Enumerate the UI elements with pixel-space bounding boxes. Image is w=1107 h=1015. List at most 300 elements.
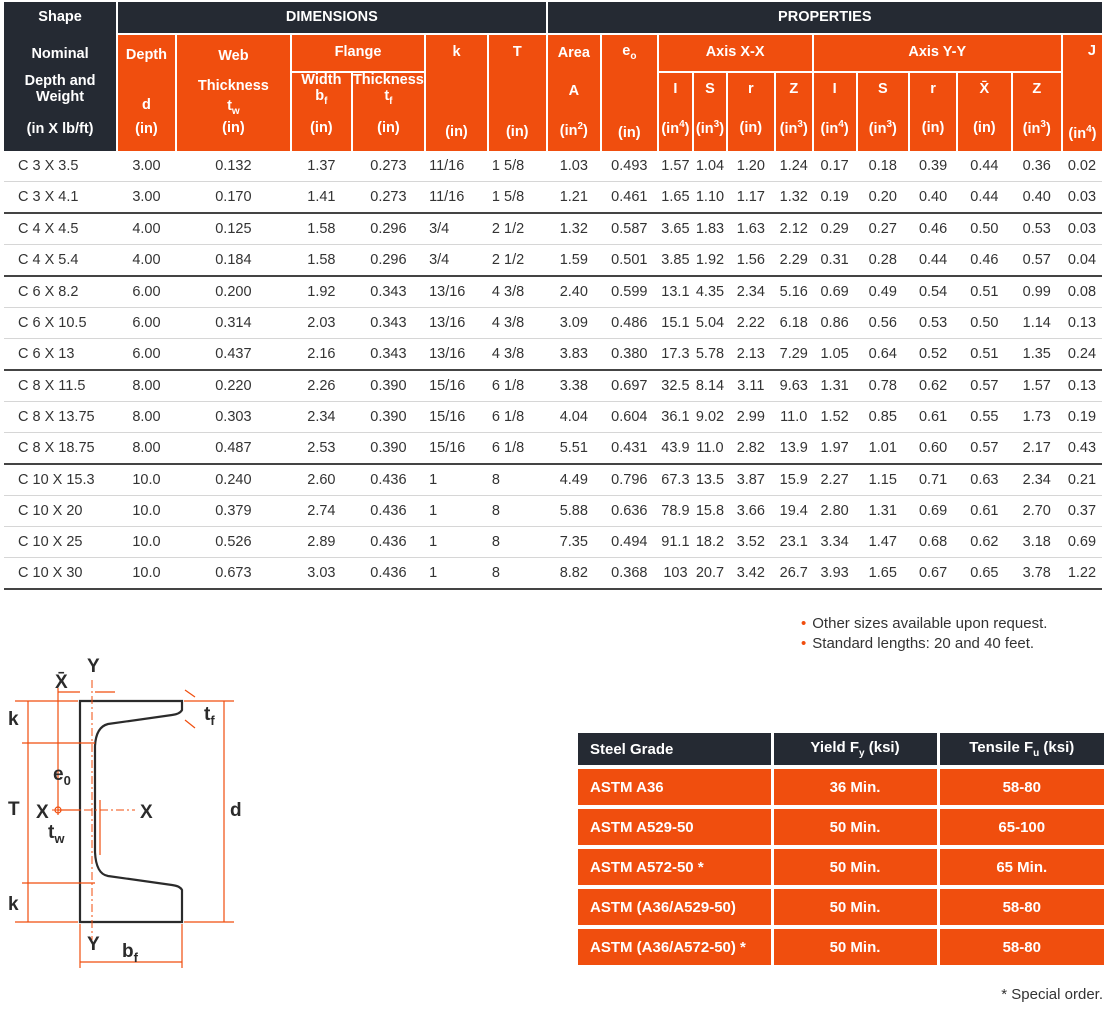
T-label: T — [512, 43, 522, 60]
cell-Zy: 0.57 — [1012, 244, 1062, 276]
cell-tf: 0.273 — [352, 181, 425, 213]
table-row — [4, 557, 1102, 589]
cell-shape: C 3 X 4.1 — [4, 181, 117, 213]
T-unit: (in) — [505, 123, 529, 140]
cell-A: 5.51 — [547, 432, 601, 464]
area-label: Area — [557, 44, 590, 61]
cell-ry: 0.69 — [909, 495, 957, 526]
rx-header: r — [727, 72, 775, 107]
cell-J: 0.43 — [1062, 432, 1102, 464]
grade-row — [578, 807, 1104, 847]
Iy-header: I — [813, 72, 857, 107]
k-bottom-label: k — [8, 894, 19, 915]
centerlines — [52, 680, 135, 940]
cell-Sx: 8.14 — [693, 370, 727, 402]
cell-Ix: 91.1 — [658, 526, 694, 557]
cell-A: 8.82 — [547, 557, 601, 589]
cell-bf: 2.89 — [291, 526, 352, 557]
cell-rx: 3.11 — [727, 370, 775, 402]
cell-Zy: 3.18 — [1012, 526, 1062, 557]
width-label: Width — [301, 72, 342, 88]
cell-Zy: 2.17 — [1012, 432, 1062, 464]
cell-eo: 0.636 — [601, 495, 658, 526]
bf-label: $b_f$ — [122, 941, 138, 965]
cell-bf: 1.37 — [291, 151, 352, 182]
cell-eo: 0.697 — [601, 370, 658, 402]
cell-ry: 0.44 — [909, 244, 957, 276]
cell-Iy: 2.80 — [813, 495, 857, 526]
cell-bf: 2.16 — [291, 338, 352, 370]
cell-Sy: 0.56 — [857, 307, 909, 338]
cell-tf: 0.296 — [352, 213, 425, 245]
cell-Sx: 4.35 — [693, 276, 727, 308]
cell-bf: 3.03 — [291, 557, 352, 589]
cell-Zx: 7.29 — [775, 338, 813, 370]
cell-Sy: 0.20 — [857, 181, 909, 213]
cell-Xb: 0.57 — [957, 432, 1011, 464]
table-row — [4, 526, 1102, 557]
cell-Ix: 15.1 — [658, 307, 694, 338]
cell-Xb: 0.55 — [957, 401, 1011, 432]
k-header — [425, 34, 488, 151]
cell-eo: 0.486 — [601, 307, 658, 338]
cell-bf: 2.26 — [291, 370, 352, 402]
cell-rx: 3.87 — [727, 464, 775, 496]
cell-ry: 0.71 — [909, 464, 957, 496]
cell-depth: 8.00 — [117, 432, 176, 464]
cell-k: 1 — [425, 526, 488, 557]
cell-Xb: 0.44 — [957, 181, 1011, 213]
k-top-label: k — [8, 709, 19, 730]
cell-Xb: 0.51 — [957, 338, 1011, 370]
cell-T: 4 3/8 — [488, 338, 547, 370]
cell-tw: 0.184 — [176, 244, 291, 276]
T-label: T — [8, 799, 20, 820]
note-item: • Other sizes available upon request. — [801, 615, 1048, 632]
cell-depth: 8.00 — [117, 401, 176, 432]
cell-Sy: 0.28 — [857, 244, 909, 276]
cell-k: 1 — [425, 557, 488, 589]
cell-T: 8 — [488, 557, 547, 589]
cell-shape: C 6 X 13 — [4, 338, 117, 370]
grade-cell-yield: 50 Min. — [772, 887, 938, 927]
cell-Zy: 0.99 — [1012, 276, 1062, 308]
cell-eo: 0.587 — [601, 213, 658, 245]
cell-Iy: 0.31 — [813, 244, 857, 276]
depth-header — [117, 34, 176, 151]
x-left-label: X — [36, 802, 49, 823]
cell-k: 13/16 — [425, 338, 488, 370]
notes-list — [801, 614, 1101, 654]
cell-eo: 0.599 — [601, 276, 658, 308]
table-row — [4, 464, 1102, 496]
cell-T: 4 3/8 — [488, 276, 547, 308]
cell-rx: 3.66 — [727, 495, 775, 526]
special-order-footnote: * Special order. — [1001, 986, 1103, 1003]
cell-Ix: 3.85 — [658, 244, 694, 276]
table-row — [4, 213, 1102, 245]
cell-rx: 1.20 — [727, 151, 775, 182]
cell-Zx: 2.29 — [775, 244, 813, 276]
cell-eo: 0.604 — [601, 401, 658, 432]
cell-T: 1 5/8 — [488, 181, 547, 213]
Sy-header: S — [857, 72, 909, 107]
cell-J: 0.21 — [1062, 464, 1102, 496]
cell-Ix: 78.9 — [658, 495, 694, 526]
cell-Zx: 13.9 — [775, 432, 813, 464]
cell-Sx: 11.0 — [693, 432, 727, 464]
Iy-unit: $(in^4)$ — [813, 107, 857, 151]
cell-Xb: 0.63 — [957, 464, 1011, 496]
cell-T: 4 3/8 — [488, 307, 547, 338]
cell-J: 0.04 — [1062, 244, 1102, 276]
cell-shape: C 6 X 10.5 — [4, 307, 117, 338]
cell-tw: 0.437 — [176, 338, 291, 370]
properties-body — [4, 151, 1102, 589]
cell-ry: 0.53 — [909, 307, 957, 338]
eo-label: $e_o$ — [622, 43, 637, 62]
cell-Sx: 15.8 — [693, 495, 727, 526]
cell-Sx: 1.04 — [693, 151, 727, 182]
cell-eo: 0.461 — [601, 181, 658, 213]
k-label: k — [452, 43, 461, 60]
cell-depth: 10.0 — [117, 495, 176, 526]
note-item: • Standard lengths: 20 and 40 feet. — [801, 635, 1035, 652]
cell-J: 0.02 — [1062, 151, 1102, 182]
cell-T: 8 — [488, 495, 547, 526]
ry-unit: (in) — [909, 107, 957, 151]
cell-Ix: 32.5 — [658, 370, 694, 402]
cell-bf: 2.34 — [291, 401, 352, 432]
cell-shape: C 10 X 25 — [4, 526, 117, 557]
cell-bf: 2.60 — [291, 464, 352, 496]
J-label: J — [1087, 42, 1096, 59]
cell-T: 6 1/8 — [488, 401, 547, 432]
steel-grades-body — [578, 767, 1104, 965]
thickness-header — [352, 72, 425, 107]
cell-shape: C 10 X 15.3 — [4, 464, 117, 496]
cell-A: 3.83 — [547, 338, 601, 370]
cell-tw: 0.526 — [176, 526, 291, 557]
cell-Zx: 26.7 — [775, 557, 813, 589]
eo-unit: (in) — [618, 124, 641, 141]
cell-ry: 0.62 — [909, 370, 957, 402]
cell-rx: 1.56 — [727, 244, 775, 276]
tensile-header: Tensile $F_u$ (ksi) — [938, 733, 1104, 767]
thickness-unit: (in) — [352, 107, 425, 151]
cell-Zy: 0.36 — [1012, 151, 1062, 182]
cell-k: 15/16 — [425, 401, 488, 432]
cell-T: 1 5/8 — [488, 151, 547, 182]
y-bottom-label: Y — [87, 934, 100, 955]
cell-tw: 0.303 — [176, 401, 291, 432]
cell-Sy: 1.15 — [857, 464, 909, 496]
table-row — [4, 244, 1102, 276]
cell-A: 7.35 — [547, 526, 601, 557]
cell-depth: 3.00 — [117, 151, 176, 182]
cell-depth: 4.00 — [117, 244, 176, 276]
cell-J: 0.24 — [1062, 338, 1102, 370]
cell-Sx: 1.83 — [693, 213, 727, 245]
cell-Zy: 1.57 — [1012, 370, 1062, 402]
cell-ry: 0.52 — [909, 338, 957, 370]
cell-depth: 10.0 — [117, 464, 176, 496]
depth-symbol: d — [142, 96, 151, 113]
cell-tf: 0.273 — [352, 151, 425, 182]
cell-Sy: 0.78 — [857, 370, 909, 402]
cell-Xb: 0.50 — [957, 213, 1011, 245]
table-row — [4, 307, 1102, 338]
cell-A: 1.59 — [547, 244, 601, 276]
nominal-label: Nominal — [31, 45, 89, 62]
cell-k: 13/16 — [425, 276, 488, 308]
axis-yy-header: Axis Y-Y — [813, 34, 1062, 72]
Zy-header: Z — [1012, 72, 1062, 107]
flange-header: Flange — [291, 34, 425, 72]
cell-eo: 0.796 — [601, 464, 658, 496]
table-row — [4, 495, 1102, 526]
table-row — [4, 432, 1102, 464]
xbar-unit: (in) — [957, 107, 1011, 151]
cell-rx: 1.17 — [727, 181, 775, 213]
xbar-label: X̄ — [55, 672, 68, 693]
steel-grade-header: Steel Grade — [578, 733, 772, 767]
table-row — [4, 401, 1102, 432]
cell-Ix: 13.1 — [658, 276, 694, 308]
cell-shape: C 3 X 3.5 — [4, 151, 117, 182]
cell-Sx: 1.10 — [693, 181, 727, 213]
cell-Ix: 17.3 — [658, 338, 694, 370]
cell-J: 0.19 — [1062, 401, 1102, 432]
cell-J: 0.69 — [1062, 526, 1102, 557]
cell-Iy: 0.19 — [813, 181, 857, 213]
cell-Sy: 0.49 — [857, 276, 909, 308]
grade-cell-tensile: 58-80 — [938, 927, 1104, 965]
cell-Zy: 2.34 — [1012, 464, 1062, 496]
ry-header: r — [909, 72, 957, 107]
cell-Iy: 3.34 — [813, 526, 857, 557]
table-row — [4, 181, 1102, 213]
cell-rx: 3.42 — [727, 557, 775, 589]
web-label: Web — [218, 48, 249, 65]
cell-shape: C 4 X 4.5 — [4, 213, 117, 245]
table-row — [4, 338, 1102, 370]
cell-rx: 2.82 — [727, 432, 775, 464]
cell-T: 2 1/2 — [488, 213, 547, 245]
cell-shape: C 8 X 13.75 — [4, 401, 117, 432]
cell-Sy: 1.47 — [857, 526, 909, 557]
width-unit: (in) — [291, 107, 352, 151]
cell-k: 15/16 — [425, 432, 488, 464]
cell-tw: 0.240 — [176, 464, 291, 496]
properties-table — [4, 2, 1102, 590]
eo-label: $e_0$ — [53, 764, 71, 788]
cell-A: 1.21 — [547, 181, 601, 213]
cell-tf: 0.296 — [352, 244, 425, 276]
web-header — [176, 34, 291, 151]
cell-Sx: 5.04 — [693, 307, 727, 338]
grade-cell-yield: 50 Min. — [772, 927, 938, 965]
cell-Iy: 0.29 — [813, 213, 857, 245]
cell-rx: 2.99 — [727, 401, 775, 432]
Sx-unit: $(in^3)$ — [693, 107, 727, 151]
thickness-symbol: $t_f$ — [384, 87, 393, 107]
Zx-unit: $(in^3)$ — [775, 107, 813, 151]
nominal-header — [4, 34, 117, 151]
table-row — [4, 276, 1102, 308]
cell-Iy: 1.97 — [813, 432, 857, 464]
width-symbol: $b_f$ — [315, 87, 328, 107]
grade-cell-yield: 50 Min. — [772, 847, 938, 887]
cell-tf: 0.343 — [352, 307, 425, 338]
cell-shape: C 10 X 30 — [4, 557, 117, 589]
cell-Zx: 19.4 — [775, 495, 813, 526]
grade-cell-tensile: 65-100 — [938, 807, 1104, 847]
cell-T: 8 — [488, 464, 547, 496]
T-header — [488, 34, 547, 151]
rx-unit: (in) — [727, 107, 775, 151]
cell-eo: 0.368 — [601, 557, 658, 589]
cell-rx: 2.13 — [727, 338, 775, 370]
cell-depth: 4.00 — [117, 213, 176, 245]
cell-tw: 0.132 — [176, 151, 291, 182]
width-header — [291, 72, 352, 107]
cell-A: 3.09 — [547, 307, 601, 338]
yield-header: Yield $F_y$ (ksi) — [772, 733, 938, 767]
shape-unit-label: (in X lb/ft) — [26, 121, 94, 138]
cell-Sy: 0.64 — [857, 338, 909, 370]
cell-k: 1 — [425, 464, 488, 496]
cell-A: 2.40 — [547, 276, 601, 308]
grade-cell-yield: 36 Min. — [772, 767, 938, 807]
cell-Zx: 2.12 — [775, 213, 813, 245]
cell-rx: 2.34 — [727, 276, 775, 308]
cell-J: 0.03 — [1062, 213, 1102, 245]
cell-Sy: 0.27 — [857, 213, 909, 245]
cell-tw: 0.170 — [176, 181, 291, 213]
cell-Ix: 1.65 — [658, 181, 694, 213]
cell-bf: 1.92 — [291, 276, 352, 308]
web-symbol: $t_w$ — [227, 97, 240, 117]
cell-depth: 3.00 — [117, 181, 176, 213]
cell-bf: 1.41 — [291, 181, 352, 213]
depth-weight-label: Depth and Weight — [24, 73, 96, 106]
cell-k: 11/16 — [425, 151, 488, 182]
cell-ry: 0.61 — [909, 401, 957, 432]
cell-Zy: 0.53 — [1012, 213, 1062, 245]
grade-cell-tensile: 65 Min. — [938, 847, 1104, 887]
cell-Sy: 1.65 — [857, 557, 909, 589]
grade-row — [578, 927, 1104, 965]
axis-xx-header: Axis X-X — [658, 34, 813, 72]
cell-Xb: 0.61 — [957, 495, 1011, 526]
cell-depth: 8.00 — [117, 370, 176, 402]
cell-Iy: 1.52 — [813, 401, 857, 432]
cell-Zx: 6.18 — [775, 307, 813, 338]
cell-Sy: 0.85 — [857, 401, 909, 432]
depth-label: Depth — [125, 47, 167, 63]
cell-A: 4.49 — [547, 464, 601, 496]
grade-cell-tensile: 58-80 — [938, 767, 1104, 807]
cell-Sx: 1.92 — [693, 244, 727, 276]
cell-Iy: 0.17 — [813, 151, 857, 182]
cell-ry: 0.67 — [909, 557, 957, 589]
cell-Iy: 1.31 — [813, 370, 857, 402]
k-unit: (in) — [445, 123, 468, 140]
cell-Zx: 9.63 — [775, 370, 813, 402]
cell-Sx: 9.02 — [693, 401, 727, 432]
cell-Sx: 5.78 — [693, 338, 727, 370]
area-unit: $(in^2)$ — [559, 121, 588, 140]
cell-tf: 0.390 — [352, 370, 425, 402]
grade-cell-grade: ASTM A36 — [578, 767, 772, 807]
cell-ry: 0.40 — [909, 181, 957, 213]
cell-Ix: 3.65 — [658, 213, 694, 245]
cell-tf: 0.343 — [352, 338, 425, 370]
cell-eo: 0.501 — [601, 244, 658, 276]
cell-depth: 6.00 — [117, 276, 176, 308]
cell-tw: 0.314 — [176, 307, 291, 338]
cell-Zx: 1.24 — [775, 151, 813, 182]
Zx-header: Z — [775, 72, 813, 107]
cell-A: 4.04 — [547, 401, 601, 432]
cell-bf: 2.53 — [291, 432, 352, 464]
Sx-header: S — [693, 72, 727, 107]
grade-cell-yield: 50 Min. — [772, 807, 938, 847]
cell-shape: C 6 X 8.2 — [4, 276, 117, 308]
cell-k: 3/4 — [425, 213, 488, 245]
cell-J: 0.13 — [1062, 370, 1102, 402]
cell-k: 3/4 — [425, 244, 488, 276]
cell-Ix: 36.1 — [658, 401, 694, 432]
cell-Zx: 5.16 — [775, 276, 813, 308]
cell-J: 0.13 — [1062, 307, 1102, 338]
cell-ry: 0.54 — [909, 276, 957, 308]
area-header — [547, 34, 601, 151]
cell-Zy: 2.70 — [1012, 495, 1062, 526]
cell-Ix: 43.9 — [658, 432, 694, 464]
cell-ry: 0.60 — [909, 432, 957, 464]
cell-Zx: 11.0 — [775, 401, 813, 432]
cell-Iy: 0.86 — [813, 307, 857, 338]
cell-shape: C 4 X 5.4 — [4, 244, 117, 276]
cell-depth: 6.00 — [117, 307, 176, 338]
grade-cell-grade: ASTM (A36/A572-50) * — [578, 927, 772, 965]
cell-A: 1.03 — [547, 151, 601, 182]
cell-Zx: 1.32 — [775, 181, 813, 213]
table-row — [4, 370, 1102, 402]
cell-tf: 0.436 — [352, 526, 425, 557]
J-header — [1062, 34, 1102, 151]
grade-cell-grade: ASTM (A36/A529-50) — [578, 887, 772, 927]
cell-tw: 0.487 — [176, 432, 291, 464]
thickness-label: Thickness — [352, 72, 424, 88]
cell-Iy: 1.05 — [813, 338, 857, 370]
table-row — [4, 151, 1102, 182]
cell-Zx: 15.9 — [775, 464, 813, 496]
Sy-unit: $(in^3)$ — [857, 107, 909, 151]
cell-tf: 0.436 — [352, 464, 425, 496]
cell-Sy: 1.31 — [857, 495, 909, 526]
cell-shape: C 8 X 18.75 — [4, 432, 117, 464]
cell-Zy: 0.40 — [1012, 181, 1062, 213]
grade-cell-grade: ASTM A572-50 * — [578, 847, 772, 887]
grade-row — [578, 767, 1104, 807]
cell-eo: 0.494 — [601, 526, 658, 557]
cell-Zy: 1.35 — [1012, 338, 1062, 370]
shape-header: Shape — [4, 2, 117, 34]
cell-depth: 10.0 — [117, 557, 176, 589]
